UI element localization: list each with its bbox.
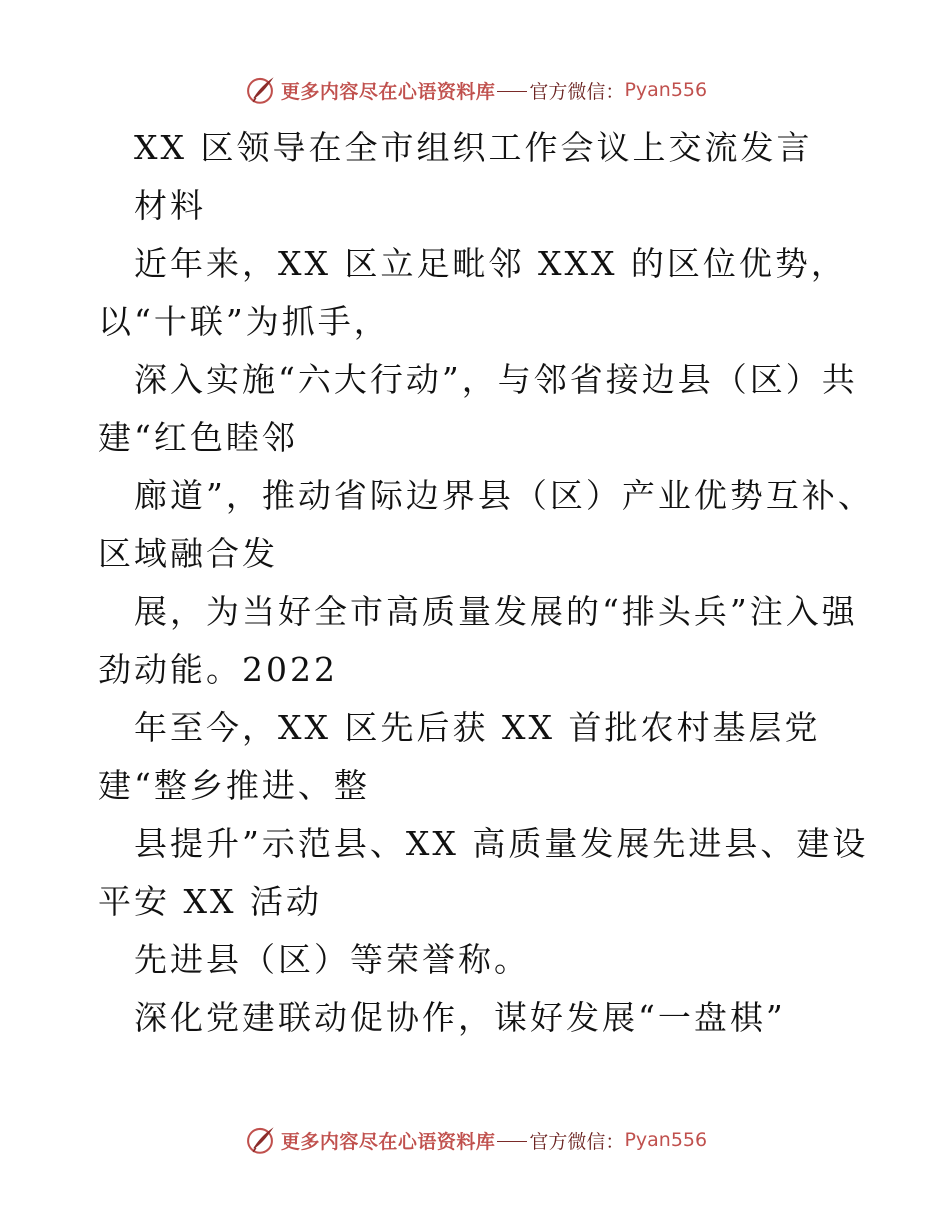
doc-line-title: XX 区领导在全市组织工作会议上交流发言 <box>134 128 813 167</box>
doc-line: 年至今，XX 区先后获 XX 首批农村基层党 <box>134 708 821 747</box>
banner-brand-text: 更多内容尽在心语资料库 <box>280 1130 496 1153</box>
banner-brand-text: 更多内容尽在心语资料库 <box>280 80 496 103</box>
doc-line: 劲动能。2022 <box>98 650 338 689</box>
banner-wechat-handle: Pyan556 <box>624 1129 708 1151</box>
doc-line: 材料 <box>134 186 206 225</box>
quill-logo-icon <box>243 1123 277 1157</box>
banner-wechat-handle: Pyan556 <box>624 79 708 101</box>
doc-line: 展，为当好全市高质量发展的“排头兵”注入强 <box>134 592 858 631</box>
banner-official-label: 官方微信： <box>529 80 625 103</box>
doc-line: 廊道”，推动省际边界县（区）产业优势互补、 <box>134 476 874 515</box>
doc-line: 建“红色睦邻 <box>98 418 298 457</box>
doc-line: 平安 XX 活动 <box>98 882 322 921</box>
doc-line: 深入实施“六大行动”，与邻省接边县（区）共 <box>134 360 858 399</box>
doc-line: 县提升”示范县、XX 高质量发展先进县、建设 <box>134 824 869 863</box>
doc-line: 近年来，XX 区立足毗邻 XXX 的区位优势， <box>134 244 847 283</box>
banner-official-label: 官方微信： <box>529 1130 625 1153</box>
doc-line: 以“十联”为抓手， <box>98 302 390 341</box>
doc-line: 建“整乡推进、整 <box>98 766 370 805</box>
doc-line: 区域融合发 <box>98 534 278 573</box>
doc-line-section-heading: 深化党建联动促协作，谋好发展“一盘棋” <box>134 998 786 1037</box>
banner-dash <box>497 1141 527 1142</box>
doc-line: 先进县（区）等荣誉称。 <box>134 940 530 979</box>
footer-banner <box>0 1120 950 1160</box>
